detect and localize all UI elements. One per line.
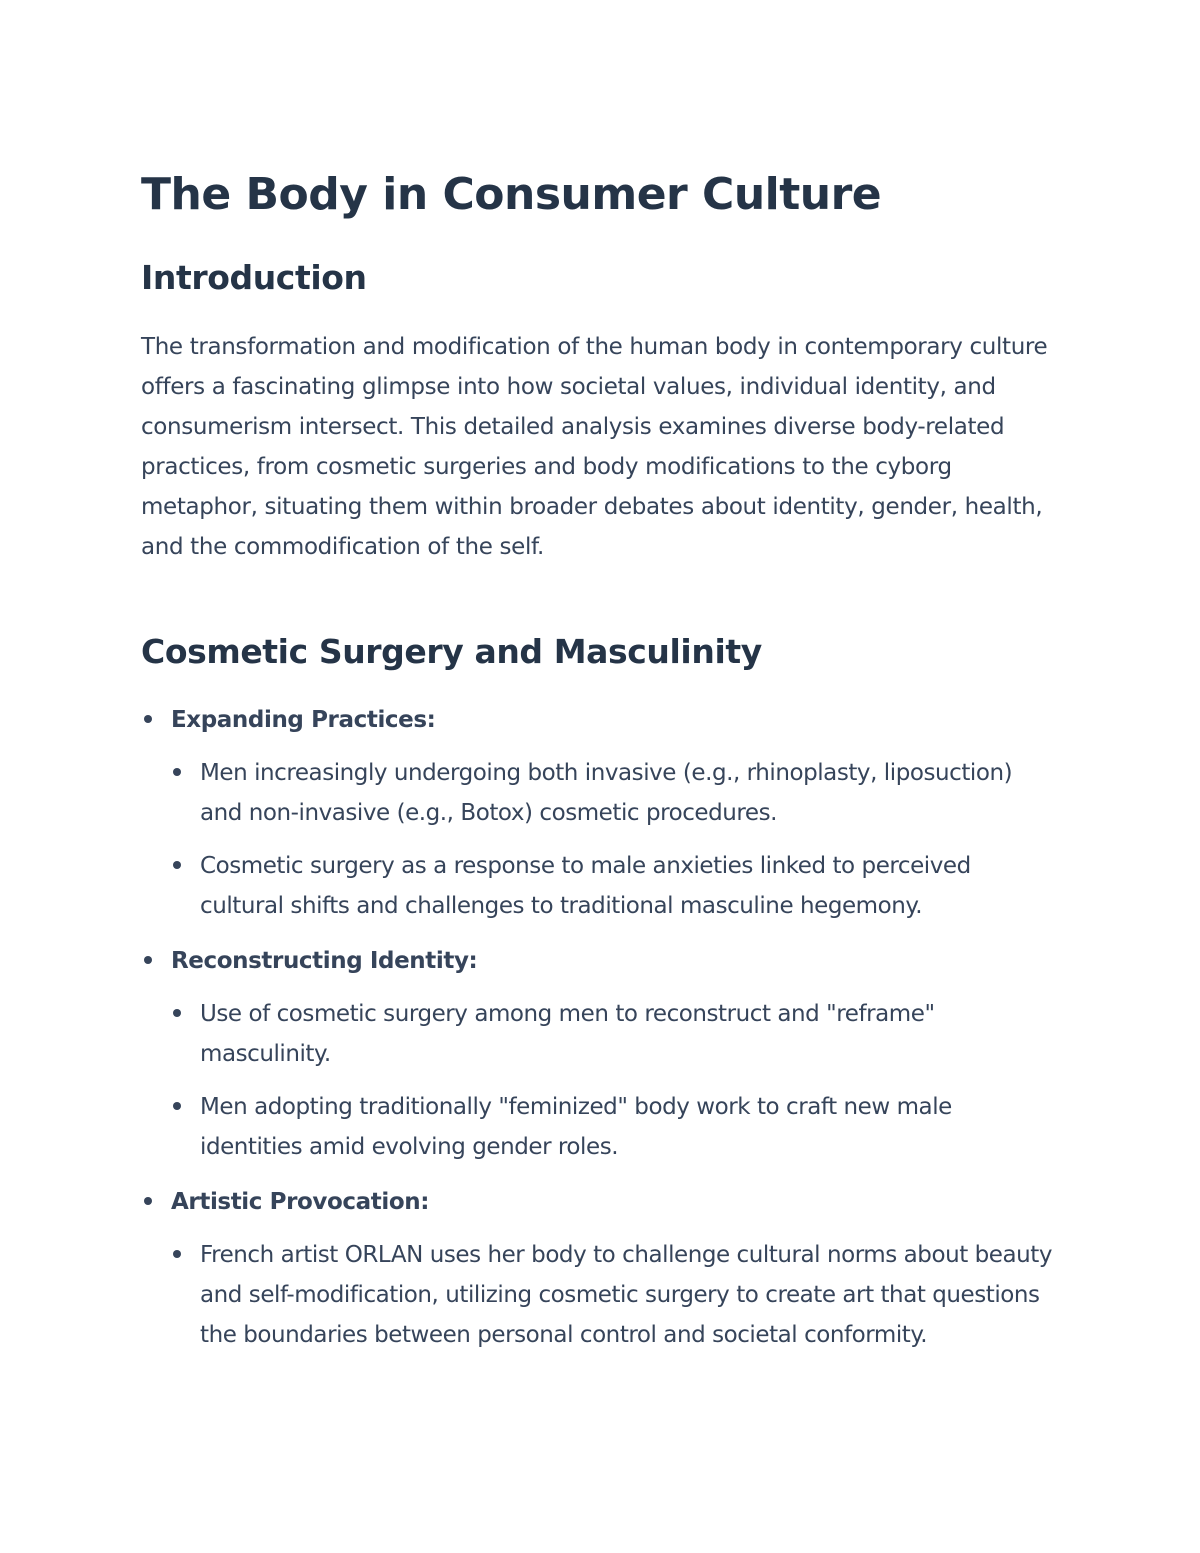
sublist (171, 1235, 1056, 1355)
sublist-item (141, 753, 1060, 833)
section-heading-cosmetic-surgery: Cosmetic Surgery and Masculinity (141, 632, 762, 671)
bullet-icon (173, 768, 181, 776)
sublist-item (141, 846, 1060, 926)
section-heading-introduction: Introduction (141, 258, 367, 297)
bullet-icon (173, 861, 181, 869)
bullet-icon (144, 956, 152, 964)
bullet-icon (144, 1197, 152, 1205)
sublist-item-text: Use of cosmetic surgery among men to reconstruct and "reframe" masculinity. (200, 1001, 935, 1067)
introduction-paragraph: The transformation and modification of the human body in contemporary culture offers a fascinating glimpse into how societal values, individual identity, and consumerism intersect. This detailed analysis examines diverse body-related practices, from cosmetic surgeries and body modifications to the cyborg metaphor, situating them within broader debates about identity, gender, health, and the commodification of the self. (141, 334, 1048, 560)
bullet-icon (173, 1250, 181, 1258)
sublist-item (141, 994, 1060, 1074)
bullet-icon (173, 1009, 181, 1017)
sublist-item (141, 1087, 1060, 1167)
list-item (141, 941, 1056, 1167)
list-item-label: Expanding Practices: (171, 707, 436, 733)
document-title: The Body in Consumer Culture (141, 169, 882, 220)
sublist-item-text: Men increasingly undergoing both invasive (e.g., rhinoplasty, liposuction) and non-invasive (e.g., Botox) cosmetic procedures. (200, 760, 1013, 826)
list-item (141, 1182, 1056, 1355)
sublist-item-text: French artist ORLAN uses her body to challenge cultural norms about beauty and self-modification, utilizing cosmetic surgery to create art that questions the boundaries between personal control and societal conformity. (200, 1242, 1052, 1348)
list-item (141, 700, 1056, 926)
bullet-icon (173, 1102, 181, 1110)
sublist (171, 753, 1056, 926)
sublist-item (141, 1235, 1060, 1355)
bullet-icon (144, 715, 152, 723)
list-item-label: Artistic Provocation: (171, 1189, 430, 1215)
sublist-item-text: Cosmetic surgery as a response to male anxieties linked to perceived cultural shifts and challenges to traditional masculine hegemony. (200, 853, 971, 919)
sublist (171, 994, 1056, 1167)
sublist-item-text: Men adopting traditionally "feminized" body work to craft new male identities amid evolving gender roles. (200, 1094, 952, 1160)
cosmetic-surgery-list (141, 700, 1056, 1370)
list-item-label: Reconstructing Identity: (171, 948, 478, 974)
